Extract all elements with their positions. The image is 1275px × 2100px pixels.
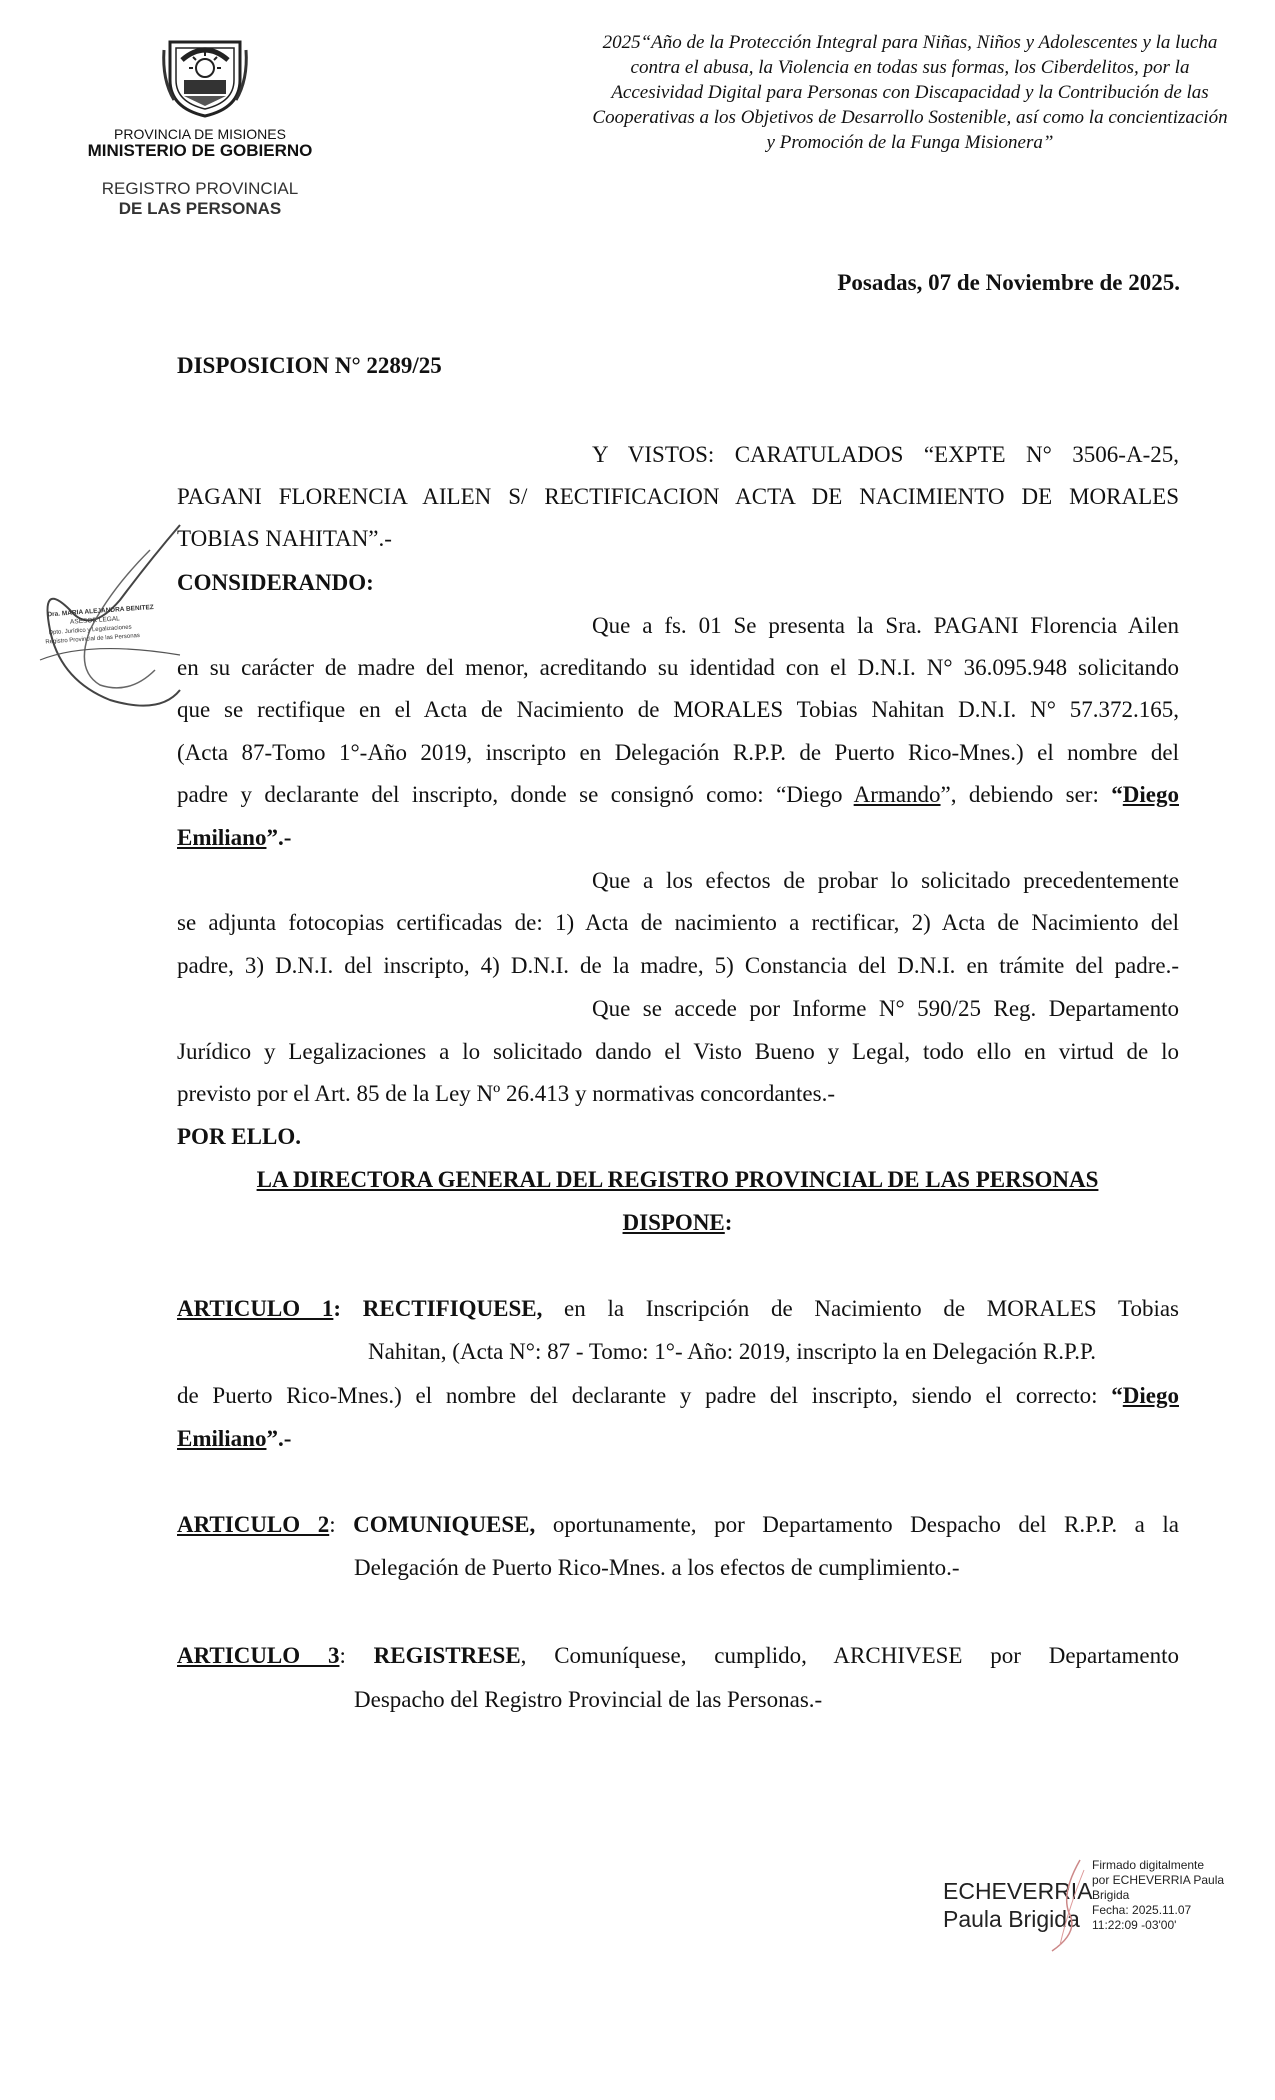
art1-sep: : xyxy=(333,1296,363,1321)
art1-line-3 xyxy=(177,1381,1179,1411)
p1-line-3: que se rectifique en el Acta de Nacimiento de MORALES Tobias Nahitan D.N.I. N° 57.372.165, xyxy=(177,697,1179,722)
wrong-name: Armando xyxy=(853,782,941,807)
vistos-line-3: TOBIAS NAHITAN”.- xyxy=(177,526,392,551)
document-date: Posadas, 07 de Noviembre de 2025. xyxy=(837,270,1180,295)
p3-line-3: previsto por el Art. 85 de la Ley Nº 26.413 y normativas concordantes.- xyxy=(177,1081,835,1106)
art1-text: en la Inscripción de Nacimiento de MORALES Tobias xyxy=(542,1296,1179,1321)
art2-text: oportunamente, por Departamento Despacho del R.P.P. a la xyxy=(535,1512,1180,1537)
svg-text:Dra. MARIA ALEJANDRA BENITEZ: Dra. MARIA ALEJANDRA BENITEZ xyxy=(47,603,155,619)
p2-line-3: padre, 3) D.N.I. del inscripto, 4) D.N.I. de la madre, 5) Constancia del D.N.I. en trámite del padre.- xyxy=(177,953,1179,978)
art2-keyword: COMUNIQUESE, xyxy=(353,1512,536,1537)
signature-date: Fecha: 2025.11.07 xyxy=(1092,1903,1192,1917)
p1-quote: “ xyxy=(1111,782,1123,807)
signature-info-line: Firmado digitalmente xyxy=(1092,1858,1205,1872)
art1-closing: ”.- xyxy=(266,1426,292,1451)
p1-line-6 xyxy=(177,823,291,853)
p2-line-2: se adjunta fotocopias certificadas de: 1) Acta de nacimiento a rectificar, 2) Acta de Nacimiento del xyxy=(177,910,1179,935)
correct-name-second: Emiliano xyxy=(177,825,267,850)
dispone-heading xyxy=(219,1208,1136,1238)
art1-line-2: Nahitan, (Acta N°: 87 - Tomo: 1°- Año: 2019, inscripto la en Delegación R.P.P. xyxy=(368,1339,1096,1364)
year-motto: 2025“Año de la Protección Integral para Niñas, Niños y Adolescentes y la lucha contra el abusa, la Violencia en todas sus formas, los Ciberdelitos, por la Accesividad Digital para Personas con Discapacidad y la Contribución de las Cooperativas a los Objetivos de Desarrollo Sostenible, así como la concientización y Promoción de la Funga Misionera” xyxy=(592,32,1228,153)
art3-line-1 xyxy=(177,1641,1179,1671)
art1-label: ARTICULO 1 xyxy=(177,1296,334,1321)
p1-line-1: Que a fs. 01 Se presenta la Sra. PAGANI Florencia Ailen xyxy=(592,613,1179,638)
dispone-word: DISPONE xyxy=(622,1210,725,1235)
signer-given-names: Paula Brigida xyxy=(943,1906,1080,1932)
signature-info-line: Brigida xyxy=(1092,1888,1130,1902)
signature-flourish-icon xyxy=(1040,1855,1090,1955)
p1-closing: ”.- xyxy=(266,825,292,850)
p1-text: ”, debiendo ser: xyxy=(940,782,1112,807)
art3-keyword: REGISTRESE xyxy=(373,1643,521,1668)
art2-sep: : xyxy=(329,1512,354,1537)
art3-label: ARTICULO 3 xyxy=(177,1643,340,1668)
registry-name-line2: DE LAS PERSONAS xyxy=(118,199,282,218)
svg-text:ASESOR LEGAL: ASESOR LEGAL xyxy=(69,615,121,626)
digital-signature-details xyxy=(1092,1858,1242,1933)
registry-name-line1: REGISTRO PROVINCIAL xyxy=(101,179,299,198)
province-seal-logo xyxy=(160,30,250,120)
province-name: PROVINCIA DE MISIONES xyxy=(114,126,286,142)
p1-line-2: en su carácter de madre del menor, acreditando su identidad con el D.N.I. N° 36.095.948 solicitando xyxy=(177,655,1179,680)
signer-surname: ECHEVERRIA xyxy=(943,1878,1093,1904)
art1-keyword: RECTIFIQUESE, xyxy=(362,1296,543,1321)
art1-text: de Puerto Rico-Mnes.) el nombre del declarante y padre del inscripto, siendo el correcto: xyxy=(177,1383,1112,1408)
art3-sep: : xyxy=(339,1643,374,1668)
art1-correct-name-second: Emiliano xyxy=(177,1426,267,1451)
p1-line-4: (Acta 87-Tomo 1°-Año 2019, inscripto en Delegación R.P.P. de Puerto Rico-Mnes.) el nombre del xyxy=(177,740,1179,765)
p2-line-1: Que a los efectos de probar lo solicitado precedentemente xyxy=(592,868,1179,893)
considerando-heading: CONSIDERANDO: xyxy=(177,570,374,595)
handwritten-signature-stamp xyxy=(30,520,190,720)
svg-text:Registro Provincial de las Per: Registro Provincial de las Personas xyxy=(45,632,141,646)
art2-label: ARTICULO 2 xyxy=(177,1512,330,1537)
vistos-line-1: Y VISTOS: CARATULADOS “EXPTE N° 3506-A-25, xyxy=(592,442,1179,467)
art1-quote: “ xyxy=(1111,1383,1123,1408)
correct-name-first: Diego xyxy=(1122,782,1179,807)
art2-line-1 xyxy=(177,1510,1179,1540)
por-ello: POR ELLO. xyxy=(177,1124,301,1149)
p3-line-2: Jurídico y Legalizaciones a lo solicitado dando el Visto Bueno y Legal, todo ello en virtud de lo xyxy=(177,1039,1179,1064)
art3-text: , Comuníquese, cumplido, ARCHIVESE por Departamento xyxy=(520,1643,1180,1668)
signature-time: 11:22:09 -03'00' xyxy=(1092,1918,1177,1932)
p1-line-5 xyxy=(177,780,1179,810)
art1-correct-name-first: Diego xyxy=(1122,1383,1179,1408)
p1-text: padre y declarante del inscripto, donde se consignó como: “Diego xyxy=(177,782,854,807)
art3-line-2: Despacho del Registro Provincial de las Personas.- xyxy=(354,1687,823,1712)
vistos-line-2: PAGANI FLORENCIA AILEN S/ RECTIFICACION ACTA DE NACIMIENTO DE MORALES xyxy=(177,484,1179,509)
directora-heading: LA DIRECTORA GENERAL DEL REGISTRO PROVINCIAL DE LAS PERSONAS xyxy=(256,1167,1099,1192)
dispone-colon: : xyxy=(724,1210,733,1235)
art1-line-4 xyxy=(177,1424,291,1454)
disposition-number: DISPOSICION N° 2289/25 xyxy=(177,353,442,378)
art2-line-2: Delegación de Puerto Rico-Mnes. a los efectos de cumplimiento.- xyxy=(354,1555,960,1580)
signature-info-line: por ECHEVERRIA Paula xyxy=(1092,1873,1225,1887)
svg-text:Dpto. Jurídico y Legalizacione: Dpto. Jurídico y Legalizaciones xyxy=(48,624,132,637)
art1-line-1 xyxy=(177,1294,1179,1324)
ministry-name: MINISTERIO DE GOBIERNO xyxy=(87,141,313,160)
p3-line-1: Que se accede por Informe N° 590/25 Reg. Departamento xyxy=(592,996,1179,1021)
